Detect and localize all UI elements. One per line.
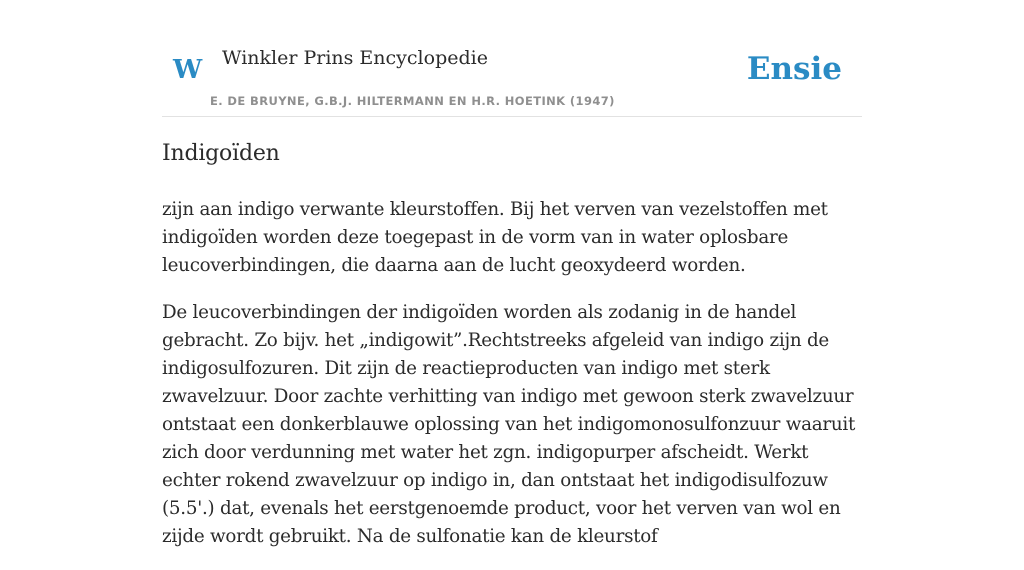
winkler-prins-logo[interactable]: W <box>173 55 203 85</box>
article-title: Indigoïden <box>162 141 280 166</box>
article-paragraph: De leucoverbindingen der indigoïden worden als zodanig in de handel gebracht. Zo bijv. het „indigowit”.Rechtstreeks afgeleid van indigo zijn de indigosulfozuren. Dit zijn de reactieproducten van indigo met sterk zwavelzuur. Door zachte verhitting van indigo met gewoon sterk zwavelzuur ontstaat een donkerblauwe oplossing van het indigomonosulfonzuur waaruit zich door verdunning met water het zgn. indigopurper afscheidt. Werkt echter rokend zwavelzuur op indigo in, dan ontstaat het indigodisulfozuw (5.5'.) dat, evenals het eerstgenoemde product, voor het verven van wol en zijde wordt gebruikt. Na de sulfonatie kan de kleurstof <box>162 302 856 547</box>
article <box>162 136 864 570</box>
site-header <box>162 0 862 117</box>
ensie-logo[interactable]: Ensie <box>746 51 842 87</box>
article-paragraph: zijn aan indigo verwante kleurstoffen. Bij het verven van vezelstoffen met indigoïden worden deze toegepast in de vorm van in water oplosbare leucoverbindingen, die daarna aan de lucht geoxydeerd worden. <box>162 199 828 276</box>
book-title[interactable]: Winkler Prins Encyclopedie <box>222 47 488 69</box>
book-authors: E. DE BRUYNE, G.B.J. HILTERMANN EN H.R. HOETINK (1947) <box>210 94 615 108</box>
